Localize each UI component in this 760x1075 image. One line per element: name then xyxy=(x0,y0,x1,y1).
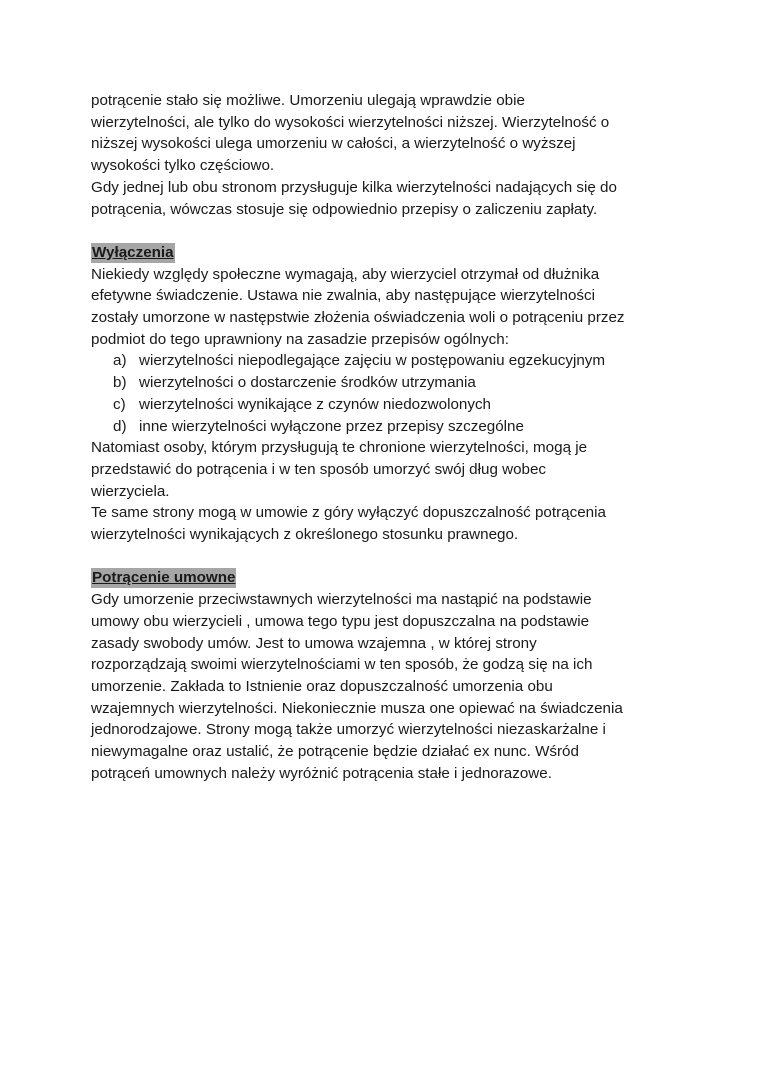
blank-line xyxy=(91,220,691,242)
list-item xyxy=(91,416,691,438)
list-item xyxy=(91,350,691,372)
text-line: Gdy umorzenie przeciwstawnych wierzytelności ma nastąpić na podstawie xyxy=(91,591,592,609)
text-line: umowy obu wierzycieli , umowa tego typu jest dopuszczalna na podstawie xyxy=(91,612,590,630)
text-line: niewymagalne oraz ustalić, że potrącenie będzie działać ex nunc. Wśród xyxy=(91,743,579,761)
text-line: Natomiast osoby, którym przysługują te chronione wierzytelności, mogą je xyxy=(91,439,588,457)
text-line: niższej wysokości ulega umorzeniu w całości, a wierzytelność o wyższej xyxy=(91,135,576,153)
text-line: jednorodzajowe. Strony mogą także umorzyć wierzytelności niezaskarżalne i xyxy=(91,721,606,739)
list-marker: a) xyxy=(113,352,127,370)
heading-text: Potrącenie umowne xyxy=(92,569,236,587)
list-item xyxy=(91,372,691,394)
text-line: wzajemnych wierzytelności. Niekoniecznie musza one opiewać na świadczenia xyxy=(91,699,623,717)
list-marker: c) xyxy=(113,395,126,413)
list-marker: d) xyxy=(113,417,127,435)
text-line: rozporządzają swoimi wierzytelnościami w ten sposób, że godzą się na ich xyxy=(91,656,593,674)
blank-line xyxy=(91,546,691,568)
text-line: zostały umorzone w następstwie złożenia oświadczenia woli o potrąceniu przez xyxy=(91,309,625,327)
heading-text: Wyłączenia xyxy=(92,243,174,261)
text-line: wysokości tylko częściowo. xyxy=(91,157,275,175)
text-line: potrąceń umownych należy wyróżnić potrącenia stałe i jednorazowe. xyxy=(91,764,552,782)
list-item xyxy=(91,394,691,416)
text-line: efetywne świadczenie. Ustawa nie zwalnia, aby następujące wierzytelności xyxy=(91,287,595,305)
text-line: wierzytelności, ale tylko do wysokości wierzytelności niższej. Wierzytelność o xyxy=(91,113,610,131)
text-line: potrącenie stało się możliwe. Umorzeniu ulegają wprawdzie obie xyxy=(91,92,525,109)
potracenie-umowne-paragraph xyxy=(91,589,691,784)
list-item-text: wierzytelności o dostarczenie środków utrzymania xyxy=(139,374,476,392)
list-item-text: wierzytelności wynikające z czynów niedozwolonych xyxy=(139,395,491,413)
text-line: potrącenia, wówczas stosuje się odpowiednio przepisy o zaliczeniu zapłaty. xyxy=(91,200,598,218)
text-line: zasady swobody umów. Jest to umowa wzajemna , w której strony xyxy=(91,634,537,652)
text-line: umorzenie. Zakłada to Istnienie oraz dopuszczalność umorzenia obu xyxy=(91,677,553,695)
text-line: przedstawić do potrącenia i w ten sposób umorzyć swój dług wobec xyxy=(91,460,547,478)
list-item-text: inne wierzytelności wyłączone przez przepisy szczególne xyxy=(139,417,524,435)
section-heading-potracenie-umowne xyxy=(91,567,691,589)
section-heading-wylaczenia xyxy=(91,242,691,264)
intro-paragraph-1 xyxy=(91,90,691,177)
list-item-text: wierzytelności niepodlegające zajęciu w postępowaniu egzekucyjnym xyxy=(139,352,606,370)
list-marker: b) xyxy=(113,374,127,392)
text-line: Te same strony mogą w umowie z góry wyłączyć dopuszczalność potrącenia xyxy=(91,504,606,522)
wylaczenia-paragraph-2 xyxy=(91,437,691,502)
exclusions-list xyxy=(91,350,691,437)
text-line: podmiot do tego uprawniony na zasadzie przepisów ogólnych: xyxy=(91,330,509,348)
document-page xyxy=(91,90,691,784)
intro-paragraph-2 xyxy=(91,177,691,220)
text-line: Niekiedy względy społeczne wymagają, aby wierzyciel otrzymał od dłużnika xyxy=(91,265,600,283)
wylaczenia-paragraph-3 xyxy=(91,502,691,545)
wylaczenia-paragraph-1 xyxy=(91,264,691,351)
text-line: wierzyciela. xyxy=(91,482,170,500)
text-line: wierzytelności wynikających z określonego stosunku prawnego. xyxy=(91,526,519,544)
text-line: Gdy jednej lub obu stronom przysługuje kilka wierzytelności nadających się do xyxy=(91,178,617,196)
